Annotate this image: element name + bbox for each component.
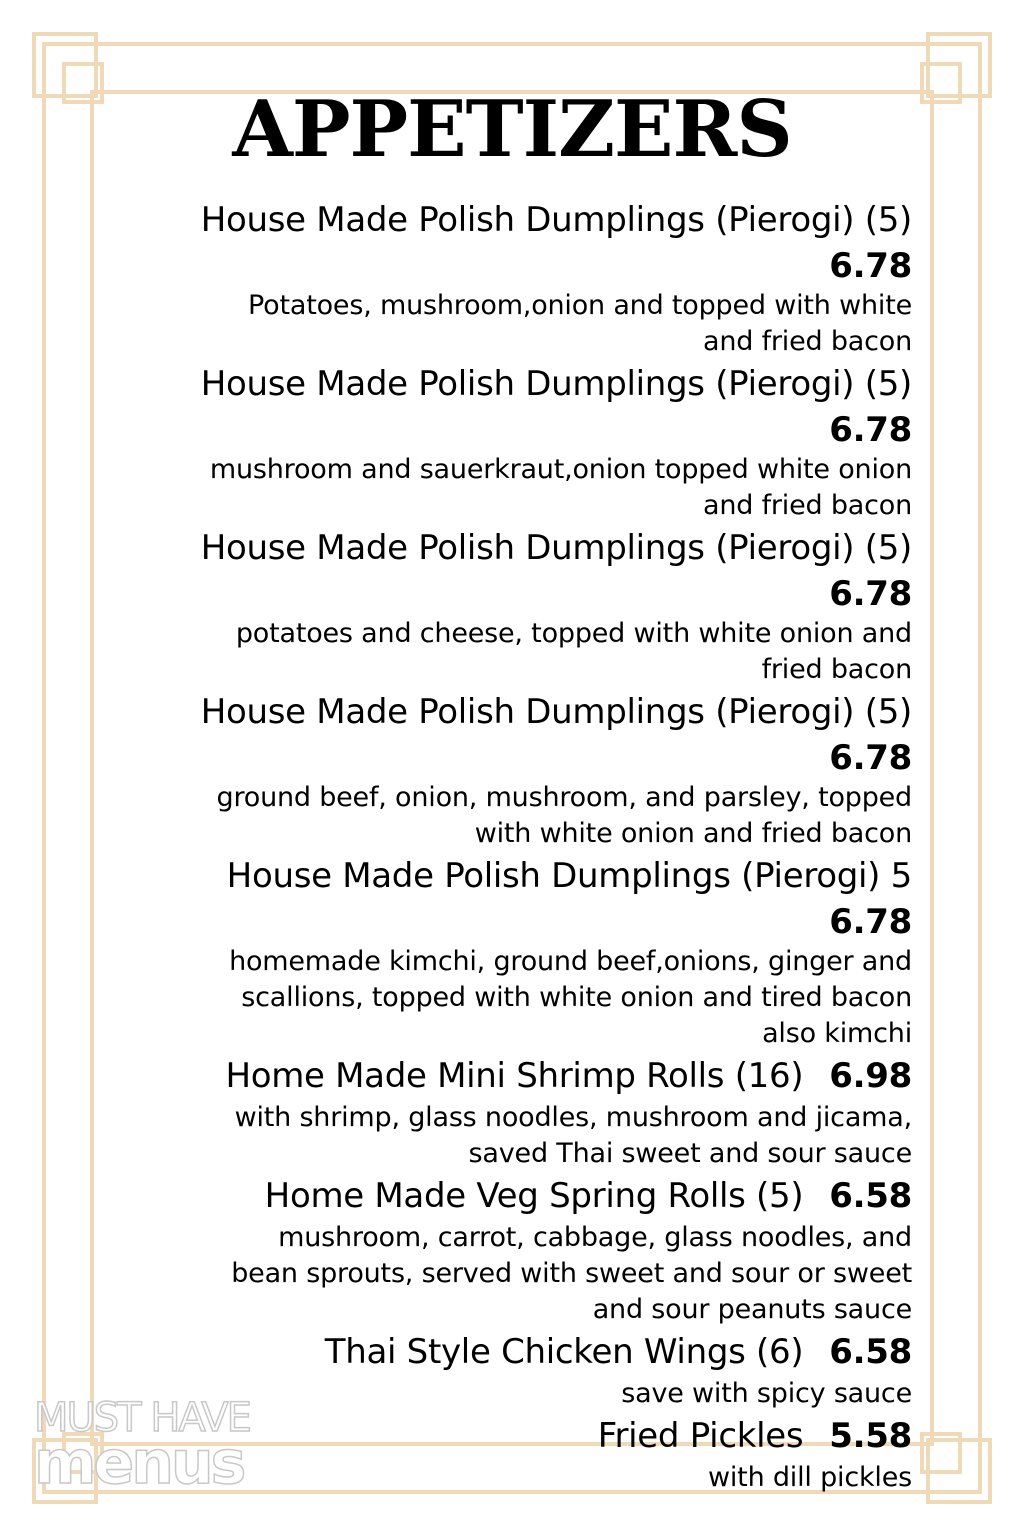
- menu-item: [108, 196, 912, 360]
- menu-item-name: House Made Polish Dumplings (Pierogi) (5): [200, 200, 912, 240]
- menu-item-description: [108, 288, 912, 360]
- menu-item-name: Home Made Mini Shrimp Rolls (16): [225, 1056, 804, 1096]
- menu-item-price: 6.78: [829, 738, 912, 778]
- description-line: homemade kimchi, ground beef,onions, ginger and: [229, 946, 912, 977]
- corner-ornament-inner-bottom-right: [920, 1432, 962, 1474]
- watermark-line-2: menus: [34, 1428, 244, 1498]
- menu-item-price: 6.58: [829, 1332, 912, 1372]
- menu-item: [108, 1052, 912, 1172]
- menu-item-name: Fried Pickles: [597, 1416, 804, 1456]
- page-title: APPETIZERS: [232, 84, 792, 175]
- description-line: with dill pickles: [708, 1462, 912, 1493]
- menu-item-price: 6.78: [829, 574, 912, 614]
- menu-item-head: [108, 852, 912, 944]
- description-line: and fried bacon: [703, 326, 912, 357]
- menu-item-description: [108, 616, 912, 688]
- appetizer-list: [108, 196, 912, 1496]
- description-line: fried bacon: [761, 654, 912, 685]
- description-line: mushroom, carrot, cabbage, glass noodles, and: [278, 1222, 912, 1253]
- menu-item-name: Home Made Veg Spring Rolls (5): [264, 1176, 804, 1216]
- menu-item-name: House Made Polish Dumplings (Pierogi) 5: [226, 856, 912, 896]
- menu-item-price: 6.78: [829, 902, 912, 942]
- menu-item-head: [108, 196, 912, 288]
- description-line: mushroom and sauerkraut,onion topped white onion: [209, 454, 912, 485]
- description-line: scallions, topped with white onion and tired bacon: [241, 982, 912, 1013]
- menu-item-head: [108, 1052, 912, 1100]
- menu-item-price: 6.78: [829, 410, 912, 450]
- description-line: Potatoes, mushroom,onion and topped with white: [248, 290, 912, 321]
- menu-item: [108, 360, 912, 524]
- menu-item-description: [108, 780, 912, 852]
- menu-item-name: Thai Style Chicken Wings (6): [324, 1332, 804, 1372]
- menu-item-head: [108, 1172, 912, 1220]
- description-line: save with spicy sauce: [621, 1378, 912, 1409]
- menu-item: [108, 1172, 912, 1328]
- description-line: also kimchi: [762, 1018, 912, 1049]
- menu-item-price: 6.78: [829, 246, 912, 286]
- menu-item-head: [108, 1328, 912, 1376]
- menu-item-description: [108, 944, 912, 1052]
- description-line: bean sprouts, served with sweet and sour or sweet: [231, 1258, 912, 1289]
- menu-item-name: House Made Polish Dumplings (Pierogi) (5): [200, 364, 912, 404]
- menu-item: [108, 688, 912, 852]
- menu-item-head: [108, 524, 912, 616]
- description-line: with shrimp, glass noodles, mushroom and jicama,: [234, 1102, 912, 1133]
- menu-item-name: House Made Polish Dumplings (Pierogi) (5): [200, 528, 912, 568]
- watermark-logo: [34, 1396, 314, 1496]
- menu-item: [108, 524, 912, 688]
- description-line: ground beef, onion, mushroom, and parsley, topped: [216, 782, 912, 813]
- menu-item-head: [108, 688, 912, 780]
- menu-item-price: 6.58: [829, 1176, 912, 1216]
- menu-item: [108, 852, 912, 1052]
- menu-item-description: [108, 1100, 912, 1172]
- menu-item-name: House Made Polish Dumplings (Pierogi) (5): [200, 692, 912, 732]
- description-line: potatoes and cheese, topped with white onion and: [235, 618, 912, 649]
- watermark-line-1: MUST HAVE: [34, 1395, 250, 1441]
- menu-item-head: [108, 360, 912, 452]
- description-line: and sour peanuts sauce: [592, 1294, 912, 1325]
- description-line: saved Thai sweet and sour sauce: [468, 1138, 912, 1169]
- menu-item-price: 5.58: [829, 1416, 912, 1456]
- menu-item-description: [108, 1220, 912, 1328]
- menu-item-price: 6.98: [829, 1056, 912, 1096]
- description-line: with white onion and fried bacon: [474, 818, 912, 849]
- description-line: and fried bacon: [703, 490, 912, 521]
- menu-item-description: [108, 452, 912, 524]
